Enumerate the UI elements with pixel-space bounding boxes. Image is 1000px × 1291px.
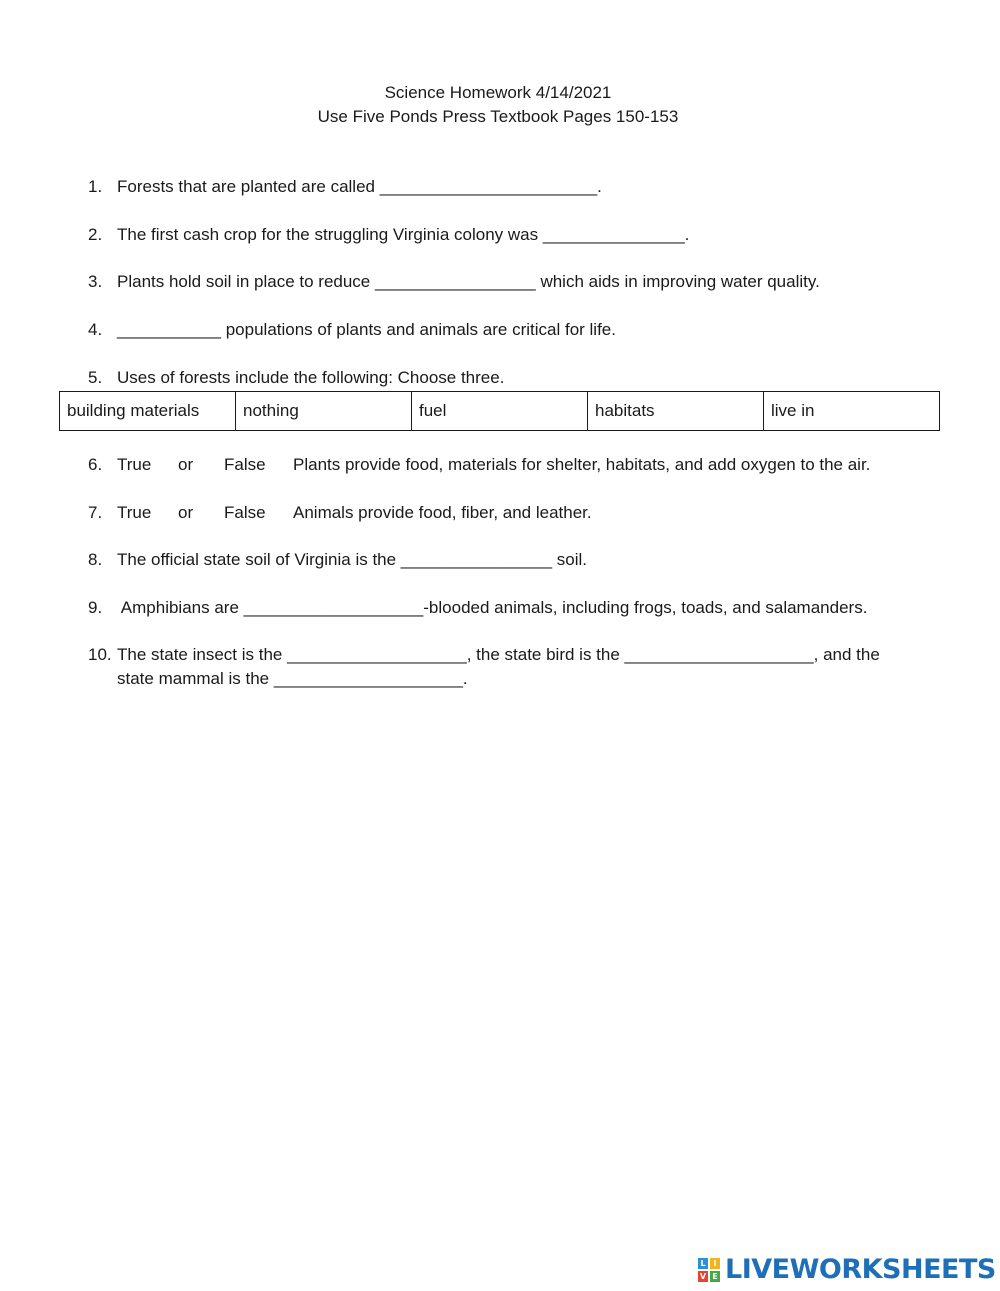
liveworksheets-logo [698,1255,996,1285]
logo-mark-e: E [710,1271,720,1282]
question-text-continued: state mammal is the ____________________. [117,669,468,688]
true-option[interactable]: True [117,503,152,522]
question-text: Plants provide food, materials for shelter, habitats, and add oxygen to the air. [293,455,871,474]
logo-mark-v: V [699,1272,707,1281]
option-fuel[interactable]: fuel [412,392,588,431]
question-text: Animals provide food, fiber, and leather. [293,503,592,522]
page-subtitle: Use Five Ponds Press Textbook Pages 150-153 [317,107,679,126]
question-number: 2. [88,225,103,244]
logo-mark-icon [698,1257,722,1283]
option-live-in[interactable]: live in [764,392,940,431]
options-table [59,391,940,431]
question-text: Forests that are planted are called _______________________. [117,177,602,196]
question-number: 6. [88,455,103,474]
question-text: Amphibians are ___________________-blooded animals, including frogs, toads, and salamanders. [117,598,868,617]
question-number: 8. [88,550,103,569]
option-building-materials[interactable]: building materials [60,392,236,431]
false-option[interactable]: False [224,455,266,474]
option-nothing[interactable]: nothing [236,392,412,431]
or-label: or [178,503,194,522]
question-number: 4. [88,320,103,339]
page-title: Science Homework 4/14/2021 [384,83,612,102]
question-text: ___________ populations of plants and animals are critical for life. [117,320,616,339]
logo-text: LIVEWORKSHEETS [725,1254,996,1285]
true-option[interactable]: True [117,455,152,474]
question-number: 3. [88,272,103,291]
question-text: Uses of forests include the following: Choose three. [117,368,505,387]
question-text: Plants hold soil in place to reduce _________________ which aids in improving water quality. [117,272,820,291]
question-number: 10. [88,645,112,664]
or-label: or [178,455,194,474]
question-text: The state insect is the ___________________, the state bird is the ____________________, and the [117,645,880,664]
question-text: The first cash crop for the struggling Virginia colony was _______________. [117,225,690,244]
option-habitats[interactable]: habitats [588,392,764,431]
question-number: 9. [88,598,103,617]
question-number: 5. [88,368,103,387]
question-number: 7. [88,503,103,522]
question-number: 1. [88,177,103,196]
false-option[interactable]: False [224,503,266,522]
question-text: The official state soil of Virginia is the ________________ soil. [117,550,588,569]
logo-mark-l: L [698,1258,708,1269]
logo-mark-i: I [710,1258,720,1269]
